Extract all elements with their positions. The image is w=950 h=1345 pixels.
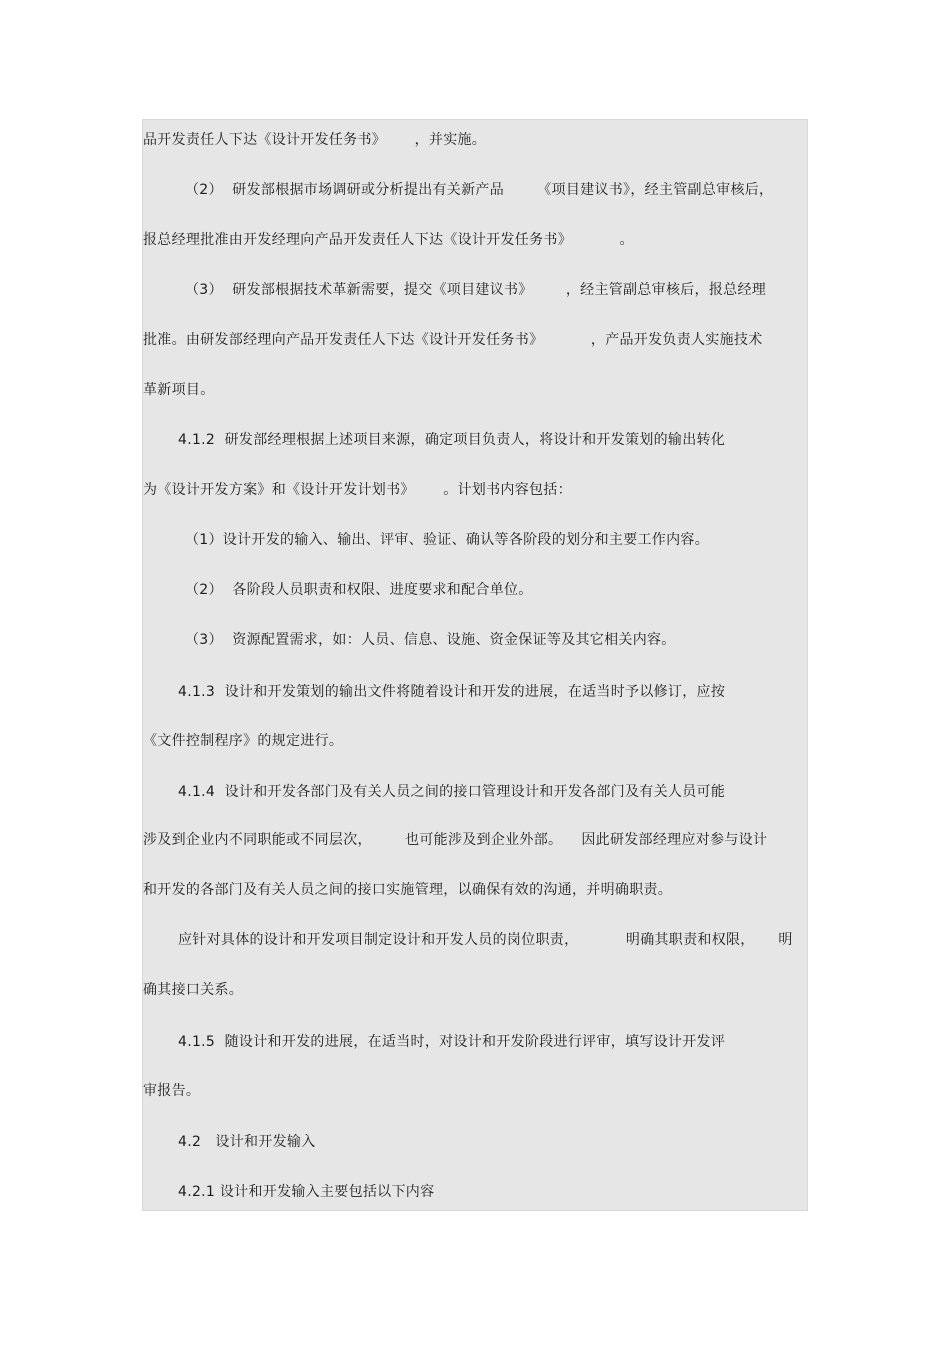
text-line: 品开发责任人下达《设计开发任务书》 ，并实施。 [143,132,487,148]
text-line: 4.1.3 设计和开发策划的输出文件将随着设计和开发的进展，在适当时予以修订，应按 [178,684,726,700]
text-line: （3） 研发部根据技术革新需要，提交《项目建议书》 ，经主管副总审核后，报总经理 [185,282,767,298]
text-line: 应针对具体的设计和开发项目制定设计和开发人员的岗位职责， 明确其职责和权限， 明 [178,932,793,948]
text-line: 4.1.4 设计和开发各部门及有关人员之间的接口管理设计和开发各部门及有关人员可能 [178,784,726,800]
text-line: 确其接口关系。 [143,982,244,998]
text-line: （2） 各阶段人员职责和权限、进度要求和配合单位。 [185,582,533,598]
document-text-block [142,119,808,1211]
text-line: （2） 研发部根据市场调研或分析提出有关新产品 《项目建议书》，经主管副总审核后， [185,182,774,198]
text-line: 4.1.2 研发部经理根据上述项目来源，确定项目负责人，将设计和开发策划的输出转化 [178,432,726,448]
text-line: 报总经理批准由开发经理向产品开发责任人下达《设计开发任务书》 。 [143,232,634,248]
text-line: 批准。由研发部经理向产品开发责任人下达《设计开发任务书》 ，产品开发负责人实施技术 [143,332,763,348]
text-line: 和开发的各部门及有关人员之间的接口实施管理，以确保有效的沟通，并明确职责。 [143,882,673,898]
text-line: 涉及到企业内不同职能或不同层次， 也可能涉及到企业外部。 因此研发部经理应对参与设计 [143,832,768,848]
text-line: 审报告。 [143,1083,201,1099]
text-line: （3） 资源配置需求，如：人员、信息、设施、资金保证等及其它相关内容。 [185,632,676,648]
text-line: 《文件控制程序》的规定进行。 [143,733,344,749]
text-line: 4.2 设计和开发输入 [178,1134,316,1150]
text-line: 革新项目。 [143,382,215,398]
text-line: 4.1.5 随设计和开发的进展，在适当时，对设计和开发阶段进行评审，填写设计开发评 [178,1034,726,1050]
text-line: 4.2.1 设计和开发输入主要包括以下内容 [178,1184,435,1200]
text-line: 为《设计开发方案》和《设计开发计划书》 。计划书内容包括： [143,482,572,498]
text-line: （1）设计开发的输入、输出、评审、验证、确认等各阶段的划分和主要工作内容。 [185,532,710,548]
